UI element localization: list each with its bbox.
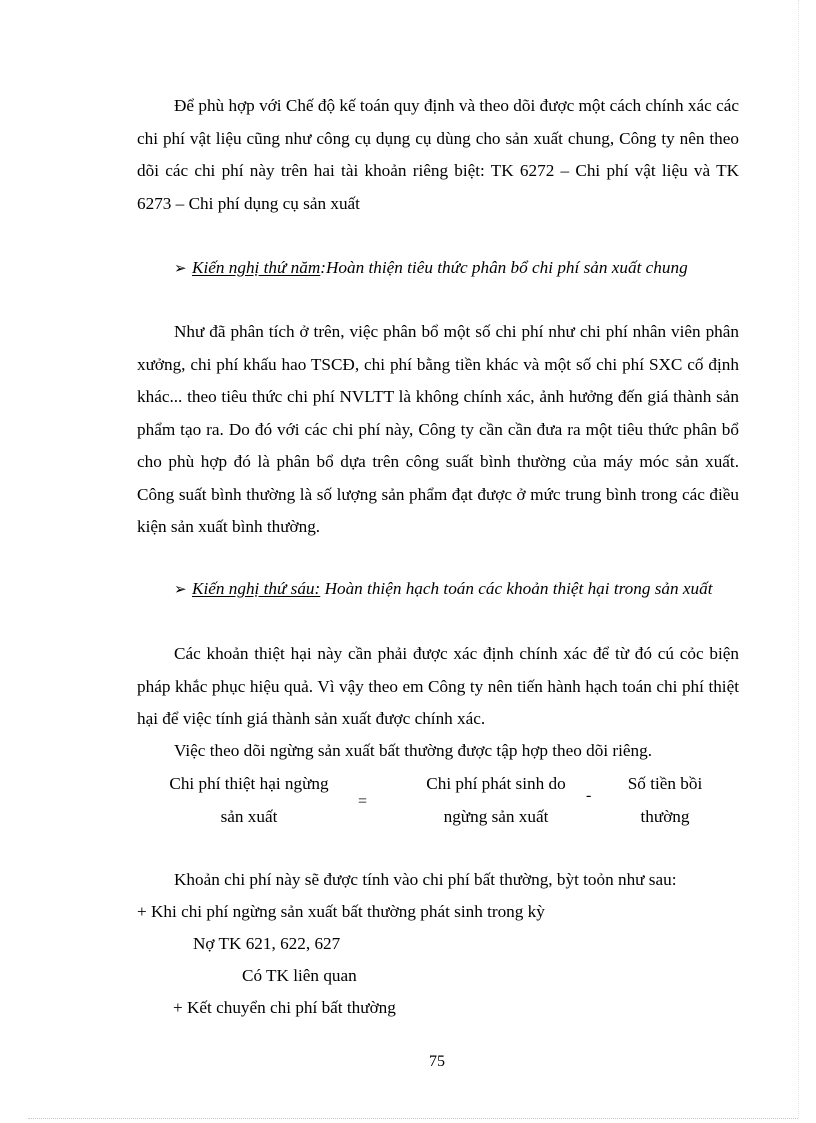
heading-six-text: Hoàn thiện hạch toán các khoản thiệt hại trong sản xuất <box>320 579 713 598</box>
formula-left-line1: Chi phí thiệt hại ngừng <box>169 774 329 793</box>
formula-right-term <box>602 768 728 833</box>
paragraph-tk-accounts: Để phù hợp với Chế độ kế toán quy định và theo dõi được một cách chính xác các chi phí vật liệu cũng như công cụ dụng cụ dùng cho sản xuất chung, Công ty nên theo dõi các chi phí này trên hai tài khoản riêng biệt: TK 6272 – Chi phí vật liệu và TK 6273 – Chi phí dụng cụ sản xuất <box>137 96 739 213</box>
entry-line-2: Nợ TK 621, 622, 627 <box>193 934 341 953</box>
cost-formula <box>140 768 740 832</box>
page-border-right <box>798 0 799 1118</box>
heading-recommendation-six <box>137 573 739 607</box>
formula-minus: - <box>586 787 592 804</box>
arrow-bullet-icon: ➢ <box>174 582 187 598</box>
arrow-bullet-icon: ➢ <box>174 261 187 277</box>
page-number: 75 <box>429 1053 445 1070</box>
formula-mid-line1: Chi phí phát sinh do <box>426 774 566 793</box>
formula-left-term <box>140 768 358 833</box>
formula-right-line2: thường <box>640 806 690 826</box>
formula-left-line2: sản xuất <box>220 806 278 826</box>
heading-recommendation-five <box>137 252 739 286</box>
formula-equals: = <box>358 793 368 810</box>
page-border-bottom <box>28 1118 798 1119</box>
heading-five-text: :Hoàn thiện tiêu thức phân bổ chi phí sản xuất chung <box>320 258 688 277</box>
paragraph-damage-costs: Các khoản thiệt hại này cần phải được xác định chính xác để từ đó cú cỏc biện pháp khắc phục hiệu quả. Vì vậy theo em Công ty nên tiến hành hạch toán chi phí thiệt hại để việc tính giá thành sản xuất được chính xác. <box>137 644 739 728</box>
heading-five-label: Kiến nghị thứ năm <box>192 258 321 277</box>
formula-right-line1: Số tiền bồi <box>627 774 703 793</box>
paragraph-accounting-entry: Khoản chi phí này sẽ được tính vào chi phí bất thường, bỳt toỏn như sau: <box>174 870 677 889</box>
entry-line-4: + Kết chuyển chi phí bất thường <box>173 998 396 1017</box>
paragraph-allocation-criteria: Như đã phân tích ở trên, việc phân bổ một số chi phí như chi phí nhân viên phân xưởng, chi phí khấu hao TSCĐ, chi phí bằng tiền khác và một số chi phí SXC cố định khác... theo tiêu thức chi phí NVLTT là không chính xác, ảnh hưởng đến giá thành sản phẩm tạo ra. Do đó với các chi phí này, Công ty cần cần đưa ra một tiêu thức phân bổ cho phù hợp đó là phân bổ dựa trên công suất bình thường của máy móc sản xuất. Công suất bình thường là số lượng sản phẩm đạt được ở mức trung bình trong các điều kiện sản xuất bình thường. <box>137 322 739 536</box>
entry-line-3: Có TK liên quan <box>242 966 357 985</box>
formula-middle-term <box>380 768 612 833</box>
heading-six-label: Kiến nghị thứ sáu: <box>192 579 321 598</box>
paragraph-tracking: Việc theo dõi ngừng sản xuất bất thường được tập hợp theo dõi riêng. <box>174 741 653 760</box>
formula-mid-line2: ngừng sản xuất <box>443 806 549 826</box>
entry-line-1: + Khi chi phí ngừng sản xuất bất thường phát sinh trong kỳ <box>137 902 545 921</box>
